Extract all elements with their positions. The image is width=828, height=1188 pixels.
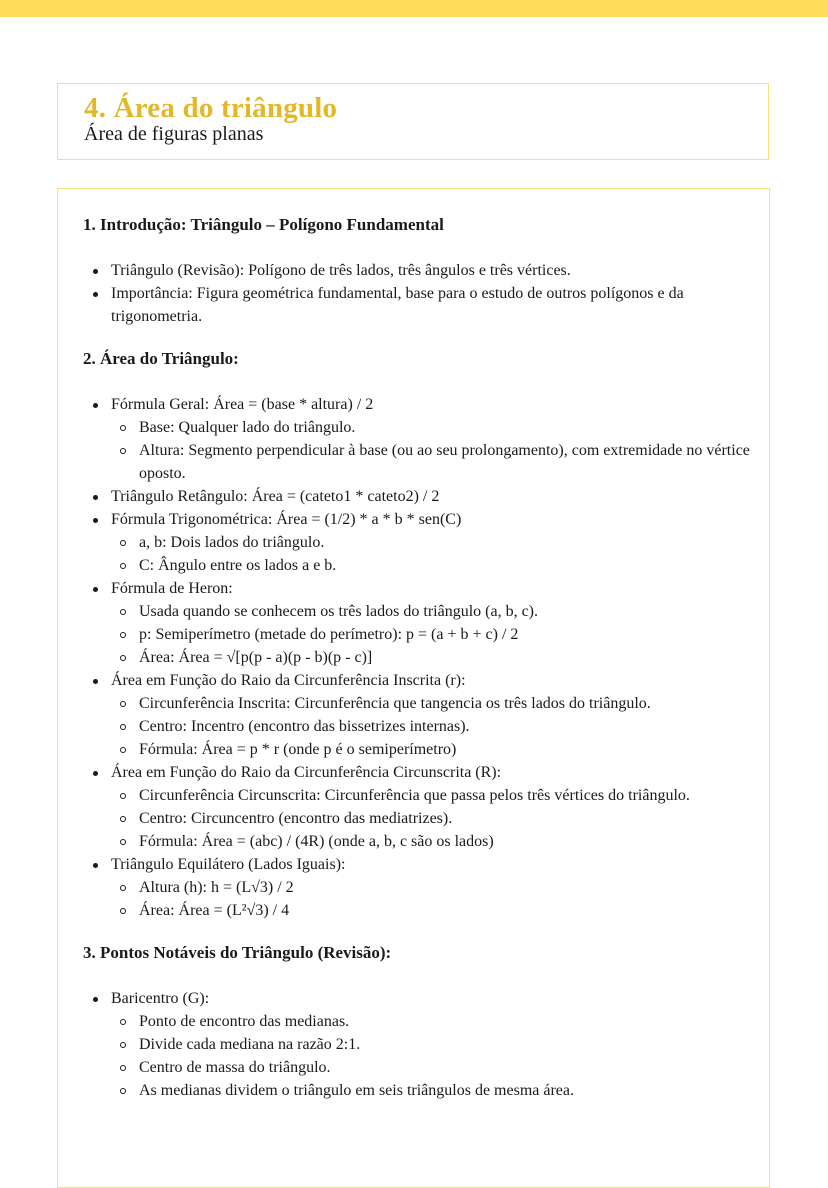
- sub-list-item: Altura: Segmento perpendicular à base (ou ao seu prolongamento), com extremidade no vértice oposto.: [111, 439, 753, 485]
- sub-list-item: Fórmula: Área = (abc) / (4R) (onde a, b, c são os lados): [111, 830, 753, 853]
- list-item: [83, 282, 753, 328]
- list-item-text: Importância: Figura geométrica fundamental, base para o estudo de outros polígonos e da trigonometria.: [111, 285, 684, 325]
- list-item-text: Fórmula Geral: Área = (base * altura) / 2: [111, 396, 374, 413]
- content-card: [57, 188, 770, 1188]
- spacer: [83, 371, 753, 393]
- sub-bullet-list: [111, 416, 753, 485]
- page-title: 4. Área do triângulo: [84, 92, 338, 124]
- sub-bullet-list: [111, 1010, 753, 1102]
- page-subtitle: Área de figuras planas: [84, 123, 264, 145]
- sub-list-item: p: Semiperímetro (metade do perímetro): p = (a + b + c) / 2: [111, 623, 753, 646]
- spacer: [83, 237, 753, 259]
- sub-list-item: As medianas dividem o triângulo em seis triângulos de mesma área.: [111, 1079, 753, 1102]
- sub-bullet-list: [111, 876, 753, 922]
- sub-bullet-list: [111, 692, 753, 761]
- sub-list-item: Área: Área = (L²√3) / 4: [111, 899, 753, 922]
- sub-list-item: Centro: Incentro (encontro das bissetrizes internas).: [111, 715, 753, 738]
- list-item-text: Triângulo Equilátero (Lados Iguais):: [111, 856, 346, 873]
- list-item-text: Área em Função do Raio da Circunferência Circunscrita (R):: [111, 764, 502, 781]
- title-card: [57, 83, 769, 160]
- sub-list-item: Altura (h): h = (L√3) / 2: [111, 876, 753, 899]
- sub-list-item: Circunferência Inscrita: Circunferência que tangencia os três lados do triângulo.: [111, 692, 753, 715]
- sub-list-item: Circunferência Circunscrita: Circunferência que passa pelos três vértices do triângulo.: [111, 784, 753, 807]
- top-accent-bar: [0, 0, 828, 17]
- sub-bullet-list: [111, 600, 753, 669]
- sub-bullet-list: [111, 531, 753, 577]
- spacer: [83, 922, 753, 941]
- sub-list-item: Divide cada mediana na razão 2:1.: [111, 1033, 753, 1056]
- list-item-text: Triângulo Retângulo: Área = (cateto1 * cateto2) / 2: [111, 488, 440, 505]
- bullet-list: [83, 987, 753, 1102]
- list-item: [83, 393, 753, 485]
- sub-list-item: Centro de massa do triângulo.: [111, 1056, 753, 1079]
- sub-list-item: Base: Qualquer lado do triângulo.: [111, 416, 753, 439]
- list-item: [83, 761, 753, 853]
- list-item-text: Triângulo (Revisão): Polígono de três lados, três ângulos e três vértices.: [111, 262, 571, 279]
- list-item-text: Fórmula de Heron:: [111, 580, 233, 597]
- sub-list-item: Fórmula: Área = p * r (onde p é o semiperímetro): [111, 738, 753, 761]
- section-heading: 2. Área do Triângulo:: [83, 349, 239, 368]
- sub-bullet-list: [111, 784, 753, 853]
- bullet-list: [83, 259, 753, 328]
- sub-list-item: Área: Área = √[p(p - a)(p - b)(p - c)]: [111, 646, 753, 669]
- list-item: [83, 577, 753, 669]
- list-item: [83, 485, 753, 508]
- spacer: [83, 328, 753, 347]
- list-item-text: Baricentro (G):: [111, 990, 210, 1007]
- sub-list-item: a, b: Dois lados do triângulo.: [111, 531, 753, 554]
- spacer: [83, 965, 753, 987]
- sub-list-item: Usada quando se conhecem os três lados do triângulo (a, b, c).: [111, 600, 753, 623]
- section-heading: 1. Introdução: Triângulo – Polígono Fundamental: [83, 215, 444, 234]
- list-item-text: Fórmula Trigonométrica: Área = (1/2) * a * b * sen(C): [111, 511, 462, 528]
- content-body: [83, 213, 753, 1102]
- list-item: [83, 853, 753, 922]
- sub-list-item: Centro: Circuncentro (encontro das mediatrizes).: [111, 807, 753, 830]
- section-heading: 3. Pontos Notáveis do Triângulo (Revisão):: [83, 943, 392, 962]
- list-item: [83, 987, 753, 1102]
- list-item: [83, 259, 753, 282]
- list-item-text: Área em Função do Raio da Circunferência Inscrita (r):: [111, 672, 466, 689]
- list-item: [83, 669, 753, 761]
- bullet-list: [83, 393, 753, 922]
- list-item: [83, 508, 753, 577]
- sub-list-item: Ponto de encontro das medianas.: [111, 1010, 753, 1033]
- sub-list-item: C: Ângulo entre os lados a e b.: [111, 554, 753, 577]
